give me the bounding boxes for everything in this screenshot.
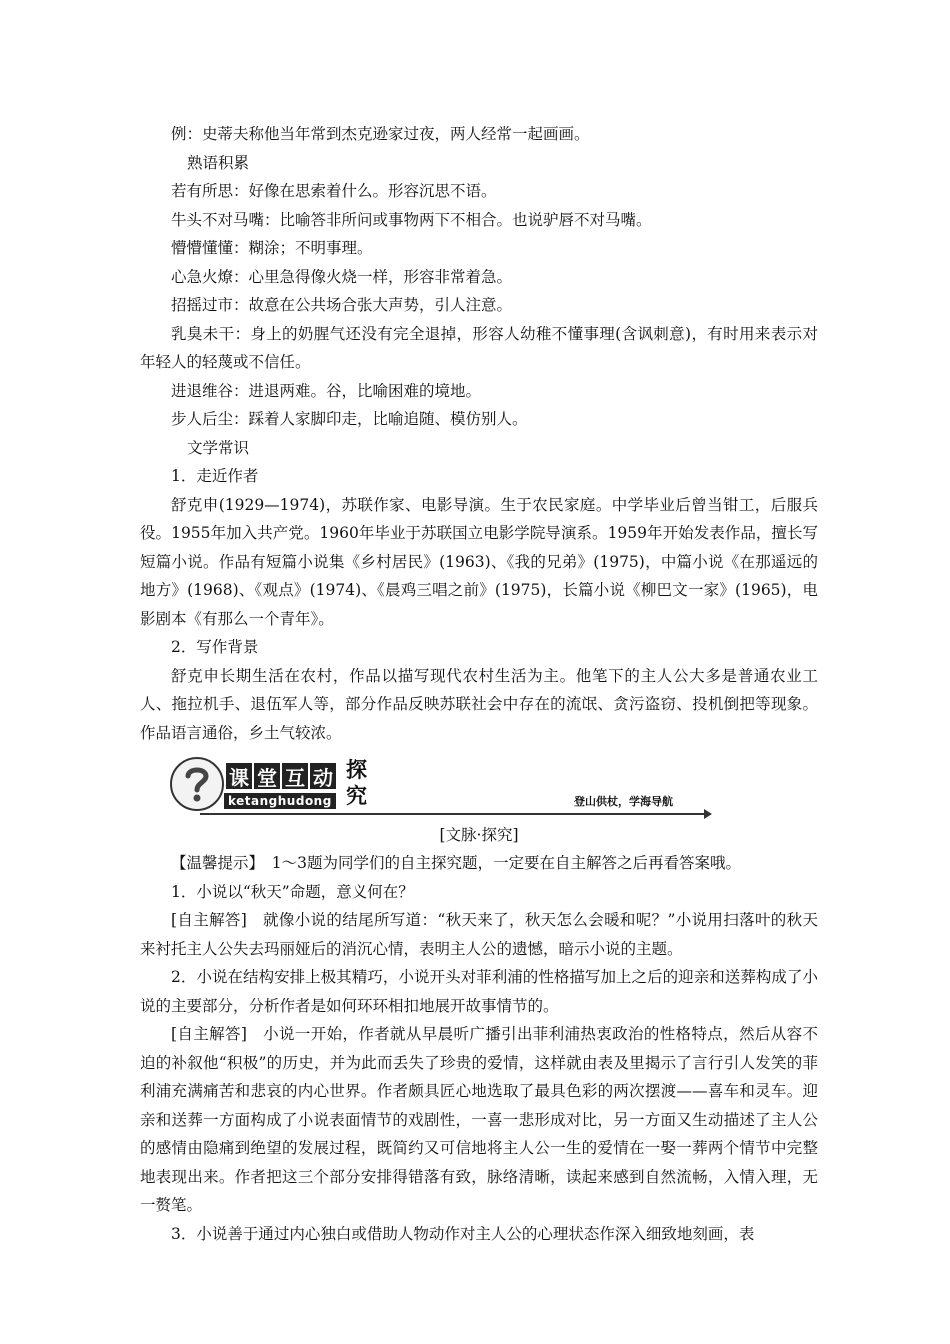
example-sentence: 例：史蒂夫称他当年常到杰克逊家过夜，两人经常一起画画。 xyxy=(171,125,590,143)
banner-pinyin: ketanghudong xyxy=(224,793,336,809)
question-3: 3．小说善于通过内心独白或借助人物动作对主人公的心理状态作深入细致地刻画，表 xyxy=(171,1224,755,1243)
idiom-item: 进退维谷：进退两难。谷，比喻困难的境地。 xyxy=(171,381,482,400)
idiom-item: 步人后尘：踩着人家脚印走，比喻追随、模仿别人。 xyxy=(171,410,528,428)
answer-1: [自主解答] 就像小说的结尾所写道：“秋天来了，秋天怎么会暖和呢？”小说用扫落叶的秋天来衬托主人公失去玛丽娅后的消沉心情，表明主人公的遗憾，暗示小说的主题。 xyxy=(140,911,818,958)
banner-char: 动 xyxy=(310,763,336,789)
background-paragraph: 舒克申长期生活在农村，作品以描写现代农村生活为主。他笔下的主人公大多是普通农业工人、拖拉机手、退伍军人等，部分作品反映苏联社会中存在的流氓、贪污盗窃、投机倒把等现象。作品语言通俗，乡土气较浓。 xyxy=(140,666,818,742)
banner-slogan: 登山供杖，学海导航 xyxy=(574,795,673,808)
idiom-item: 懵懵懂懂：糊涂；不明事理。 xyxy=(171,239,373,257)
idiom-item: 若有所思：好像在思索着什么。形容沉思不语。 xyxy=(171,182,497,200)
banner-char: 堂 xyxy=(254,763,280,789)
idioms-heading: 熟语积累 xyxy=(187,153,250,172)
idiom-item: 招摇过市：故意在公共场合张大声势，引人注意。 xyxy=(171,296,513,314)
question-mark-icon xyxy=(170,757,224,811)
banner-char: 课 xyxy=(226,763,252,789)
banner-title xyxy=(222,763,340,791)
question-1: 1．小说以“秋天”命题，意义何在？ xyxy=(171,882,414,901)
literature-heading: 文学常识 xyxy=(187,438,250,457)
banner-tanjiu: 探究 xyxy=(346,758,367,808)
answer-2: [自主解答] 小说一开始，作者就从早晨听广播引出菲利浦热衷政治的性格特点，然后从容不迫的补叙他“积极”的历史，并为此而丢失了珍贵的爱情，这样就由表及里揭示了言行引人发笑的菲利浦充满痛苦和悲哀的内心世界。作者颇具匠心地选取了最具色彩的两次摆渡——喜车和灵车。迎亲和送葬一方面构成了小说表面情节的戏剧性，一喜一悲形成对比，另一方面又生动描述了主人公的感情由隐痛到绝望的发展过程，既简约又可信地将主人公一生的爱情在一娶一葬两个情节中完整地表现出来。作者把这三个部分安排得错落有致，脉络清晰，读起来感到自然流畅，入情入理，无一赘笔。 xyxy=(140,1025,818,1214)
idiom-item: 乳臭未干：身上的奶腥气还没有完全退掉，形容人幼稚不懂事理(含讽刺意)，有时用来表示对年轻人的轻蔑或不信任。 xyxy=(140,324,818,371)
author-heading: 1．走近作者 xyxy=(171,467,259,485)
background-heading: 2．写作背景 xyxy=(171,638,259,656)
idiom-item: 心急火燎：心里急得像火烧一样，形容非常着急。 xyxy=(171,267,513,286)
banner-line xyxy=(200,813,706,815)
section-banner xyxy=(170,755,818,821)
idiom-item: 牛头不对马嘴：比喻答非所问或事物两下不相合。也说驴唇不对马嘴。 xyxy=(171,210,652,229)
section-title: [文脉·探究] xyxy=(439,826,519,844)
question-2: 2．小说在结构安排上极其精巧，小说开头对菲利浦的性格描写加上之后的迎亲和送葬构成了小说的主要部分，分析作者是如何环环相扣地展开故事情节的。 xyxy=(140,968,818,1015)
arrow-icon xyxy=(704,809,712,819)
author-paragraph: 舒克申(1929—1974)，苏联作家、电影导演。生于农民家庭。中学毕业后曾当钳工，后服兵役。1955年加入共产党。1960年毕业于苏联国立电影学院导演系。1959年开始发表作品，擅长写短篇小说。作品有短篇小说集《乡村居民》(1963)、《我的兄弟》(1975)，中篇小说《在那遥远的地方》(1968)、《观点》(1974)、《晨鸡三唱之前》(1975)，长篇小说《柳巴文一家》(1965)，电影剧本《有那么一个青年》。 xyxy=(140,495,818,628)
tip-paragraph: 【温馨提示】 1～3题为同学们的自主探究题，一定要在自主解答之后再看答案哦。 xyxy=(171,854,741,872)
banner-char: 互 xyxy=(282,763,308,789)
document-page xyxy=(140,120,818,1248)
